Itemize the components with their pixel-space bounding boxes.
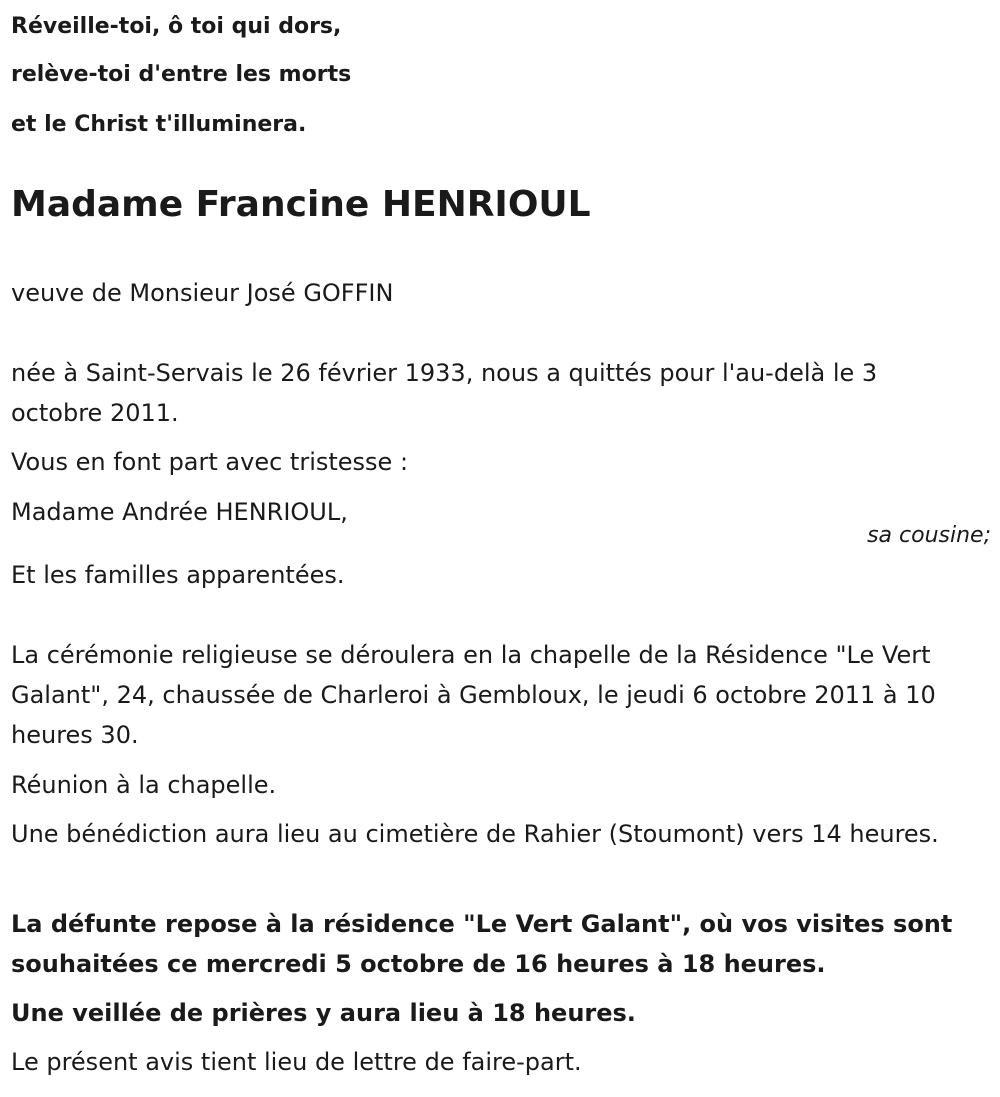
visitation-paragraph: La défunte repose à la résidence "Le Vert Galant", où vos visites sont souhaitées ce mercredi 5 octobre de 16 heures à 18 heures. — [11, 910, 953, 978]
families-line: Et les familles apparentées. — [11, 561, 345, 589]
meeting-line: Réunion à la chapelle. — [11, 771, 277, 799]
relative-role: sa cousine; — [867, 523, 991, 548]
verse-line-3: et le Christ t'illuminera. — [11, 112, 307, 137]
announce-intro: Vous en font part avec tristesse : — [11, 448, 409, 476]
closing-line: Le présent avis tient lieu de lettre de faire-part. — [11, 1048, 582, 1076]
relative-name: Madame Andrée HENRIOUL, — [11, 498, 348, 526]
deceased-name: Madame Francine HENRIOUL — [11, 184, 591, 225]
spouse-line: veuve de Monsieur José GOFFIN — [11, 279, 394, 307]
verse-line-2: relève-toi d'entre les morts — [11, 62, 352, 87]
verse-line-1: Réveille-toi, ô toi qui dors, — [11, 14, 342, 39]
birth-death-paragraph: née à Saint-Servais le 26 février 1933, nous a quittés pour l'au-delà le 3 octobre 2011. — [11, 359, 878, 427]
vigil-line: Une veillée de prières y aura lieu à 18 heures. — [11, 999, 636, 1027]
ceremony-paragraph: La cérémonie religieuse se déroulera en la chapelle de la Résidence "Le Vert Galant", 24, chaussée de Charleroi à Gembloux, le jeudi 6 octobre 2011 à 10 heures 30. — [11, 641, 936, 749]
blessing-paragraph: Une bénédiction aura lieu au cimetière de Rahier (Stoumont) vers 14 heures. — [11, 820, 939, 848]
